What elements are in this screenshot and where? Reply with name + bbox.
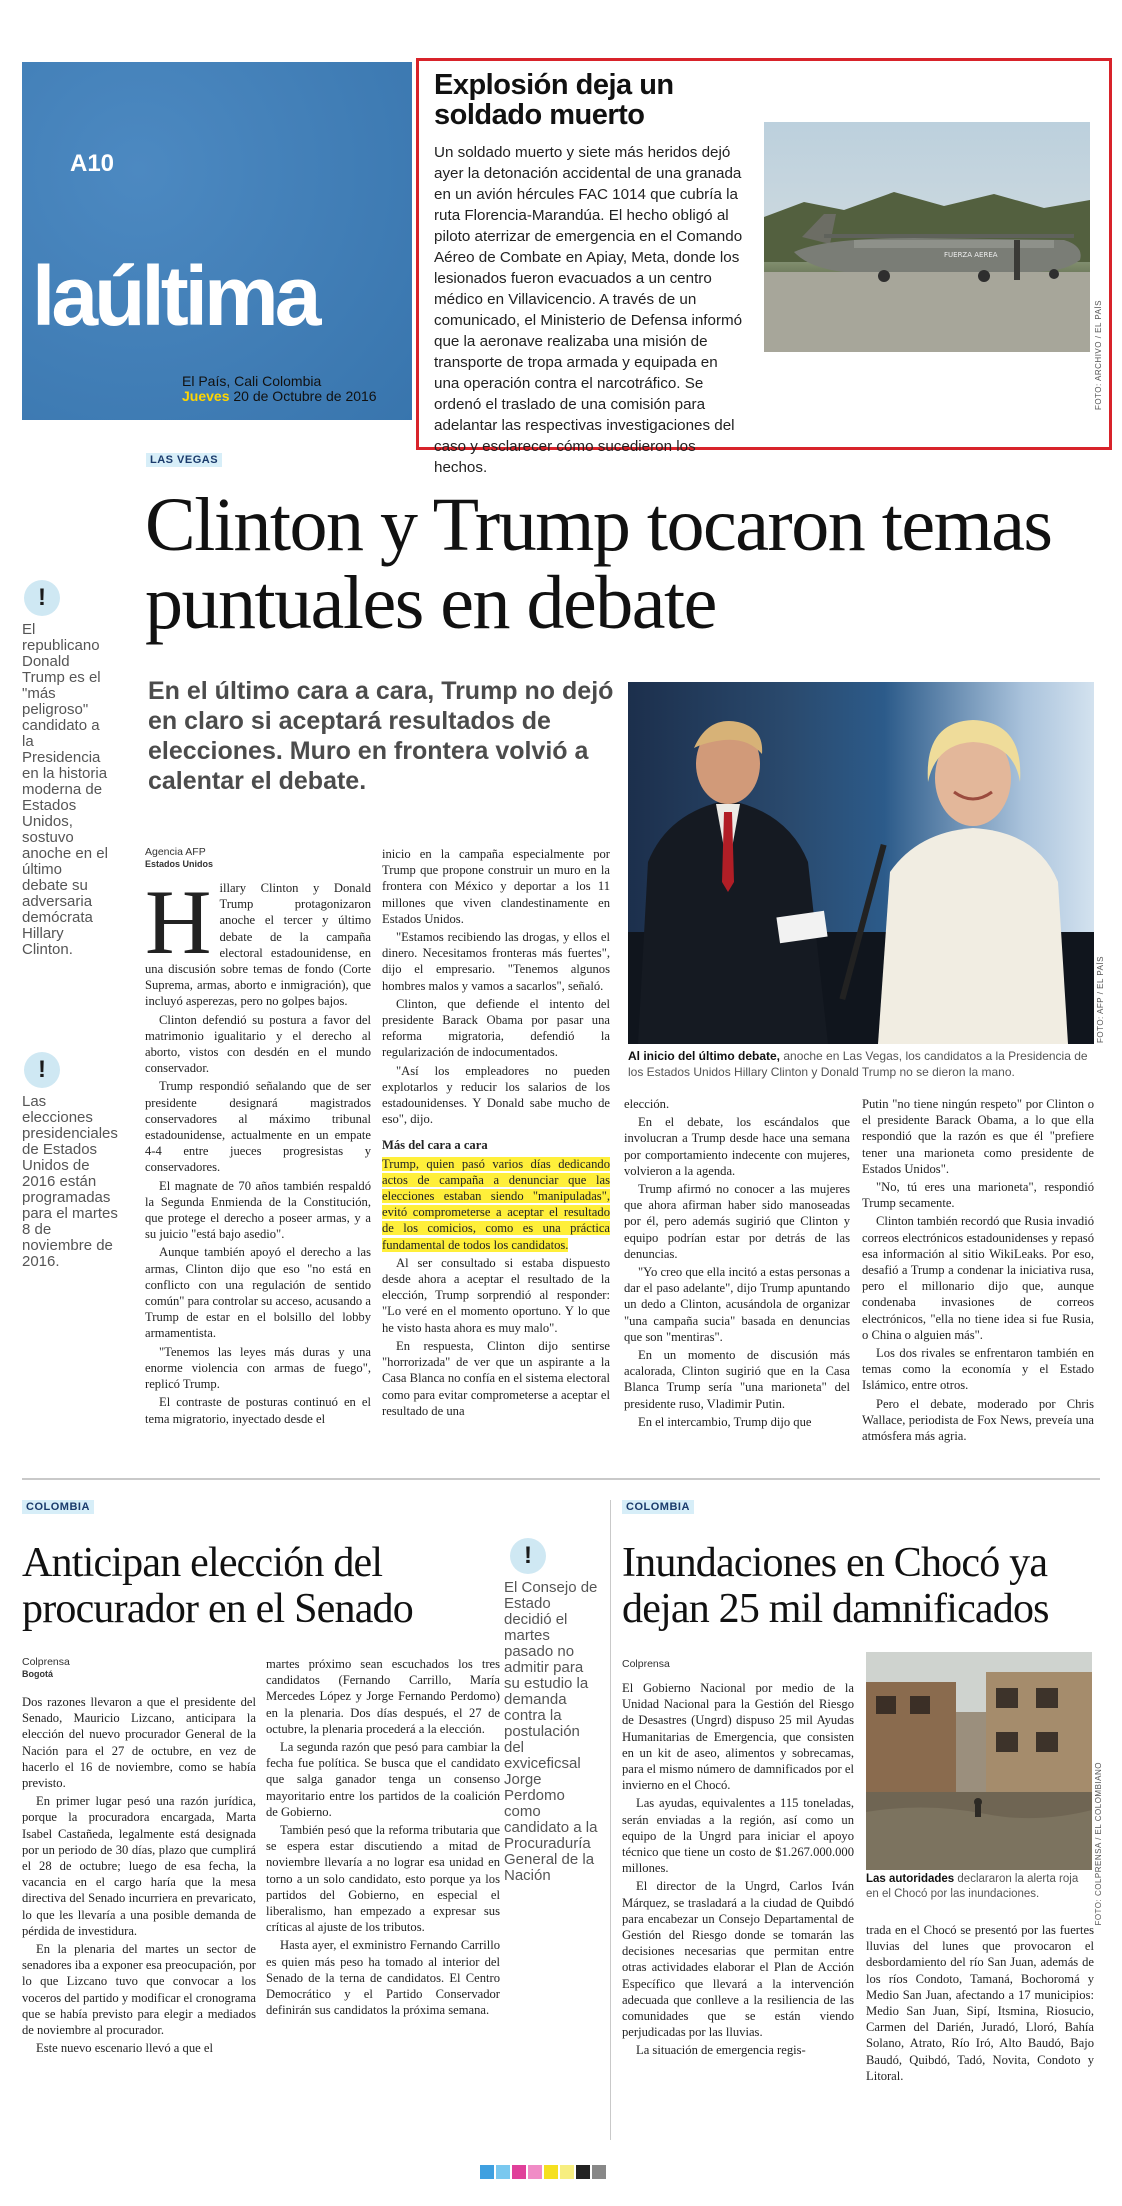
paragraph: Clinton también recordó que Rusia invadió correos electrónicos estadounidenses y repasó esa información al sitio WikiLeaks. Por eso, desafió a Trump a condenar la iniciativa rusa, pero el millonario dijo que, aunque condenaba invasiones de correos electrónicos, "ella no tiene idea si fue Rusia, o China o alguien más". bbox=[862, 1214, 1094, 1342]
paragraph: Clinton, que defiende el intento del presidente Barack Obama por pasar una reforma migratoria, defendió la regularización de indocumentados. bbox=[382, 996, 610, 1060]
publication-info bbox=[182, 374, 377, 404]
alert-icon: ! bbox=[24, 580, 60, 616]
left-byline bbox=[22, 1656, 70, 1680]
paragraph: En el intercambio, Trump dijo que bbox=[638, 1414, 812, 1429]
highlight: Trump, quien pasó varios días dedicando actos de campaña a denunciar que las elecciones estaban siendo "manipuladas", evitó comprometerse a aceptar el resultado de los comicios, como es una práctica fundamental de todos los candidatos. bbox=[382, 1156, 610, 1252]
paragraph: El magnate de 70 años también respaldó la Segunda Enmienda de la Constitución, que protege el derecho a poseer armas, y a su juicio "está bajo asedio". bbox=[145, 1178, 371, 1242]
paragraph: Al ser consultado si estaba dispuesto desde ahora a aceptar el resultado de la elección, Trump sorprendió al responder: "Lo veré en el momento oportuno. Y lo que he visto hasta ahora es muy malo". bbox=[382, 1255, 610, 1335]
publication-name: El País, Cali Colombia bbox=[182, 373, 322, 389]
paragraph: El contraste de posturas continuó en el tema migratorio, inyectado desde el bbox=[145, 1395, 371, 1426]
paragraph: "Yo creo que ella incitó a estas personas a dar el paso adelante", dijo Trump apuntando un dedo a Clinton, acusándola de organizar "una campaña sucia" basada en denuncias que son "mentiras". bbox=[624, 1265, 850, 1344]
main-photo-caption bbox=[628, 1048, 1094, 1080]
paragraph: "No, tú eres una marioneta", respondió Trump secamente. bbox=[862, 1180, 1094, 1211]
top-story-title: Explosión deja un soldado muerto bbox=[434, 69, 674, 131]
right-column-1 bbox=[622, 1680, 854, 2150]
paragraph: "Tenemos las leyes más duras y una enorme violencia con armas de fuego", replicó Trump. bbox=[145, 1344, 371, 1392]
paragraph: La situación de emergencia regis- bbox=[636, 2043, 806, 2058]
main-photo-credit: FOTO: AFP / EL PAÍS bbox=[1096, 956, 1105, 1044]
paragraph: El Gobierno Nacional por medio de la Unidad Nacional para la Gestión del Riesgo de Desastres (Ungrd) dispuso 25 mil Ayudas Humanitarias de Emergencia, que consisten en un kit de aseo, alimentos y sobrecamas, para el mismo número de damnificados por el invierno en el Chocó. bbox=[622, 1681, 854, 1793]
agency-name: Colprensa bbox=[22, 1656, 70, 1668]
color-swatch bbox=[592, 2165, 606, 2179]
publication-date-text: 20 de Octubre de 2016 bbox=[233, 388, 377, 404]
right-story-tag: COLOMBIA bbox=[622, 1500, 694, 1514]
brand-part-1: la bbox=[32, 249, 95, 343]
paragraph: Aunque también apoyó el derecho a las armas, Clinton dijo que eso "no está en conflicto con una regulación de sentido común" para controlar su acceso, acusando a Trump de estar en el bolsillo del lobby armamentista. bbox=[145, 1245, 371, 1341]
paragraph: En la plenaria del martes un sector de senadores iba a exponer esa preocupación, por lo que Lizcano tuvo que convocar a los voceros del partido y modificar el cronograma que se había previsto para elegir a mediados de noviembre al procurador. bbox=[22, 1942, 256, 2038]
caption-lead: Al inicio del último debate, bbox=[628, 1049, 781, 1063]
main-byline bbox=[145, 846, 213, 870]
paragraph: "Así los empleadores no pueden explotarlos y reducir los salarios de los estadounidenses. Y Donald sabe mucho de eso", dijo. bbox=[382, 1063, 610, 1127]
paragraph: Hasta ayer, el exministro Fernando Carrillo es quien más peso ha tomado al interior del Senado de la terna de candidatos. El Centro Democrático y el Partido Conservador definirán sus candidatos la próxima semana. bbox=[266, 1938, 500, 2018]
flood-photo bbox=[866, 1652, 1092, 1870]
section-brand bbox=[32, 249, 318, 343]
section-masthead bbox=[22, 62, 412, 420]
plane-photo bbox=[764, 122, 1090, 352]
main-story-tag: LAS VEGAS bbox=[146, 453, 222, 467]
main-column-1 bbox=[145, 880, 371, 1460]
alert-icon: ! bbox=[510, 1538, 546, 1574]
paragraph: Clinton defendió su postura a favor del matrimonio igualitario y el derecho al aborto, vistos con desdén en el mundo conservador. bbox=[145, 1012, 371, 1076]
caption-text: anoche en Las Vegas, los candidatos a la Presidencia de los Estados Unidos Hillary Clinton y Donald Trump no se dieron la mano. bbox=[628, 1049, 1088, 1079]
color-swatch bbox=[528, 2165, 542, 2179]
right-column-2 bbox=[866, 1922, 1094, 2154]
left-column-2 bbox=[266, 1656, 500, 2156]
flood-illustration bbox=[866, 1652, 1092, 1870]
left-story-title: Anticipan elección del procurador en el Senado bbox=[22, 1540, 413, 1632]
main-sidebar-note-2: Las elecciones presidenciales de Estados Unidos de 2016 están programadas para el martes 8 de noviembre de 2016. bbox=[22, 1093, 118, 1270]
drop-cap: H bbox=[145, 880, 212, 973]
main-column-4 bbox=[862, 1096, 1094, 1460]
paragraph: Las ayudas, equivalentes a 115 toneladas, serán enviadas a la región, así como un equipo de la Ungrd para iniciar el apoyo técnico que tiene un costo de $1.267.000.000 millones. bbox=[622, 1796, 854, 1876]
agency-location: Estados Unidos bbox=[145, 859, 214, 869]
page-number: A10 bbox=[70, 150, 115, 177]
left-sidebar-note: El Consejo de Estado decidió el martes pasado no admitir para su estudio la demanda contra la postulación del exviceficsal Jorge Perdomo como candidato a la Procuraduría General de la Nación bbox=[504, 1579, 598, 1884]
paragraph: Dos razones llevaron a que el presidente del Senado, Mauricio Lizcano, anticipara la elección del nuevo procurador General de la Nación para el 27 de octubre, en vez de hacerlo el 16 de noviembre, como se había previsto. bbox=[22, 1695, 256, 1791]
caption-text: declararon la alerta roja en el Chocó por las inundaciones. bbox=[866, 1873, 1079, 1900]
agency-name: Agencia AFP bbox=[145, 846, 206, 858]
paragraph: Putin "no tiene ningún respeto" por Clinton o el presidente Barack Obama, a lo que ella respondió que la razón es que él "prefiere tener una marioneta como presidente de Estados Unidos". bbox=[862, 1097, 1094, 1176]
paragraph: "Estamos recibiendo las drogas, y ellos el dinero. Necesitamos fronteras más fuertes", dijo el empresario. "Tenemos algunos hombres malos y vamos a sacarlos", señaló. bbox=[382, 930, 610, 993]
paragraph: Trump respondió señalando que de ser presidente designará magistrados conservadores al máximo tribunal estadounidense, actualmente en un empate 4-4 entre jueces progresistas y conservadores. bbox=[145, 1079, 371, 1175]
right-story-title: Inundaciones en Chocó ya dejan 25 mil damnificados bbox=[622, 1540, 1049, 1632]
color-swatch bbox=[560, 2165, 574, 2179]
main-story-deck: En el último cara a cara, Trump no dejó en claro si aceptará resultados de elecciones. Muro en frontera volvió a calentar el debate. bbox=[148, 677, 614, 795]
color-swatch bbox=[512, 2165, 526, 2179]
column-divider bbox=[610, 1500, 611, 2140]
left-column-1 bbox=[22, 1694, 256, 2154]
paragraph: En primer lugar pesó una razón jurídica, porque la procuradora encargada, Marta Isabel Castañeda, legalmente está designada por un periodo de 30 días, plazo que cumplirá el 28 de octubre; luego de esa fecha, la vacancia en el cargo haría que la mesa directiva del Senado incurriera en prevaricato, lo que les llevaría a una posible demanda de pérdida de investidura. bbox=[22, 1794, 256, 1938]
paragraph: inicio en la campaña especialmente por Trump que propone construir un muro en la frontera con México y deportar a los 11 millones que viven clandestinamente en Estados Unidos. bbox=[382, 847, 610, 926]
paragraph: También pesó que la reforma tributaria que se espera estar discutiendo a mitad de noviembre llevaría a no lograr esa unidad en torno a un solo candidato, esto porque ya los partidos del Gobierno, en especial el liberalismo, han empezado a expresar sus críticas al ajuste de los tributos. bbox=[266, 1823, 500, 1935]
debate-photo bbox=[628, 682, 1094, 1044]
paragraph: Trump afirmó no conocer a las mujeres que ahora afirman haber sido manoseadas por él, pero además sugirió que Clinton y equipo podrían estar por detrás de las denuncias. bbox=[624, 1182, 850, 1261]
main-column-2 bbox=[382, 846, 610, 1460]
color-swatch bbox=[480, 2165, 494, 2179]
publication-date bbox=[182, 389, 377, 404]
paragraph: Pero el debate, moderado por Chris Wallace, periodista de Fox News, preveía una atmósfera más agria. bbox=[862, 1396, 1094, 1444]
brand-part-2: última bbox=[94, 249, 318, 343]
paragraph: En respuesta, Clinton dijo sentirse "horrorizada" de ver que un aspirante a la Casa Blanca no confía en el sistema electoral como para evitar comprometerse a aceptar el resultado de una bbox=[382, 1338, 610, 1418]
main-story-title: Clinton y Trump tocaron temas puntuales en debate bbox=[145, 483, 1052, 645]
paragraph: elección. bbox=[624, 1097, 670, 1111]
publication-day: Jueves bbox=[182, 388, 230, 404]
alert-icon: ! bbox=[24, 1052, 60, 1088]
paragraph: En el debate, los escándalos que involucran a Trump desde hace una semana por comportamiento indecente con mujeres, volvieron a la agenda. bbox=[624, 1115, 850, 1178]
paragraph: Los dos rivales se enfrentaron también en temas como la economía y el Estado Islámico, entre otros. bbox=[862, 1346, 1094, 1393]
flood-photo-caption bbox=[866, 1872, 1092, 1902]
left-story-tag: COLOMBIA bbox=[22, 1500, 94, 1514]
right-byline bbox=[622, 1658, 670, 1670]
print-color-bar bbox=[480, 2165, 606, 2179]
main-sidebar-note-1: El republicano Donald Trump es el "más peligroso" candidato a la Presidencia en la historia moderna de Estados Unidos, sostuvo anoche en el último debate su adversaria demócrata Hillary Clinton. bbox=[22, 621, 108, 958]
svg-text:FUERZA AEREA: FUERZA AEREA bbox=[944, 251, 998, 259]
section-divider bbox=[22, 1478, 1100, 1480]
main-column-3 bbox=[624, 1096, 850, 1460]
paragraph: El director de la Ungrd, Carlos Iván Márquez, se trasladará a la ciudad de Quibdó para encabezar un Consejo Departamental de Gestión del Riesgo donde se tomarán las decisiones necesarias que permitan entre otras actividades elaborar el Plan de Acción Específico que llevará a la intervención adecuada que conlleve a la resiliencia de las comunidades que se están viendo perjudicadas por las lluvias. bbox=[622, 1879, 854, 2040]
flood-photo-credit: FOTO: COLPRENSA / EL COLOMBIANO bbox=[1094, 1762, 1103, 1926]
paragraph: Este nuevo escenario llevó a que el bbox=[36, 2041, 213, 2056]
color-swatch bbox=[544, 2165, 558, 2179]
paragraph: La segunda razón que pesó para cambiar la fecha fue política. Se busca que el candidato que salga ganador tenga un consenso mayoritario entre los partidos de la coalición de Gobierno. bbox=[266, 1740, 500, 1819]
paragraph: trada en el Chocó se presentó por las fuertes lluvias del lunes que provocaron el desbordamiento del río San Juan, además de los ríos Condoto, Tamaná, Bochoromá y Medio San Juan, afectando a 17 municipios: Medio San Juan, Sipí, Itsmina, Riosucio, Carmen del Darién, Juradó, Lloró, Bahía Solano, Atrato, Río Iró, Alto Baudó, Bajo Baudó, Quibdó, Tadó, Novita, Condoto y Litoral. bbox=[866, 1923, 1094, 2083]
debate-illustration bbox=[628, 682, 1094, 1044]
plane-illustration bbox=[764, 122, 1090, 352]
top-photo-credit: FOTO: ARCHIVO / EL PAÍS bbox=[1094, 300, 1103, 411]
highlighted-paragraph bbox=[382, 1156, 610, 1253]
color-swatch bbox=[496, 2165, 510, 2179]
color-swatch bbox=[576, 2165, 590, 2179]
caption-lead: Las autoridades bbox=[866, 1873, 955, 1885]
top-story-body: Un soldado muerto y siete más heridos dejó ayer la detonación accidental de una granada en un avión hércules FAC 1014 que cubría la ruta Florencia-Marandúa. El hecho obligó al piloto aterrizar de emergencia en el Comando Aéreo de Combate en Apiay, Meta, donde los lesionados fueron evacuados a un centro médico en Villavicencio. A través de un comunicado, el Ministerio de Defensa informó que la aeronave realizaba una misión de transporte de tropa armada y equipada en una operación contra el narcotráfico. Se ordenó el traslado de una comisión para adelantar las respectivas investigaciones del caso y esclarecer cómo sucedieron los hechos. bbox=[434, 144, 743, 476]
subhead: Más del cara a cara bbox=[382, 1138, 488, 1153]
paragraph: illary Clinton y Donald Trump protagonizaron anoche el tercer y último debate de la campaña electoral estadounidense, en una discusión sobre temas de fondo (Corte Suprema, armas, aborto e inmigración), que incluyó asperezas, pero no golpes bajos. bbox=[145, 881, 371, 1009]
paragraph: martes próximo sean escuchados los tres candidatos (Fernando Carrillo, María Mercedes López y Jorge Fernando Perdomo) en la plenaria. Dos días después, el 27 de octubre, la plenaria procederá a la elección. bbox=[266, 1657, 500, 1736]
paragraph: En un momento de discusión más acalorada, Clinton sugirió que en la Casa Blanca Trump sería "una marioneta" del presidente ruso, Vladimir Putin. bbox=[624, 1348, 850, 1411]
agency-name: Colprensa bbox=[622, 1658, 670, 1670]
agency-location: Bogotá bbox=[22, 1669, 53, 1679]
